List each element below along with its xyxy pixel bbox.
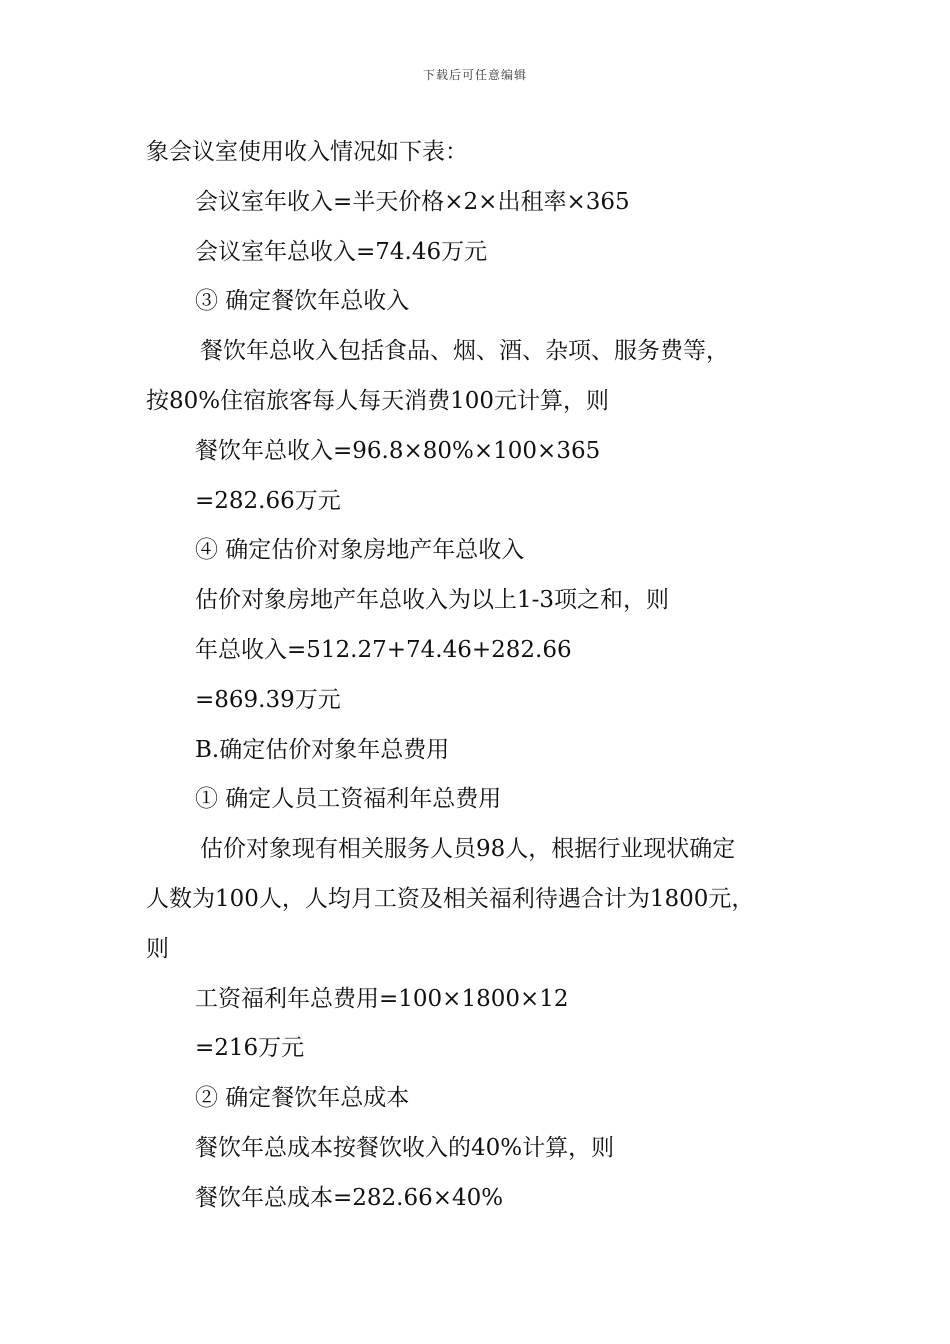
text-line: =869.39万元 — [195, 686, 341, 713]
text-line: 会议室年收入=半天价格×2×出租率×365 — [195, 188, 630, 215]
text-line: 估价对象房地产年总收入为以上1-3项之和，则 — [195, 587, 670, 614]
text-line: =282.66万元 — [195, 487, 341, 514]
text-line: 餐饮年总成本按餐饮收入的40%计算，则 — [195, 1134, 615, 1161]
text-line: ① 确定人员工资福利年总费用 — [195, 786, 502, 813]
text-line: 则 — [146, 935, 169, 962]
text-line: ④ 确定估价对象房地产年总收入 — [195, 537, 525, 564]
text-line: 餐饮年总成本=282.66×40% — [195, 1184, 504, 1211]
text-line: 餐饮年总收入包括食品、烟、酒、杂项、服务费等， — [200, 338, 729, 365]
text-line: 估价对象现有相关服务人员98人，根据行业现状确定 — [200, 836, 736, 863]
text-line: ② 确定餐饮年总成本 — [195, 1085, 410, 1112]
text-line: 象会议室使用收入情况如下表： — [146, 139, 468, 165]
document-body — [146, 128, 826, 1224]
text-line: 年总收入=512.27+74.46+282.66 — [195, 636, 572, 663]
text-line: 按80%住宿旅客每人每天消费100元计算，则 — [146, 387, 610, 414]
text-line: 工资福利年总费用=100×1800×12 — [195, 985, 569, 1012]
text-line: 餐饮年总收入=96.8×80%×100×365 — [195, 437, 601, 464]
text-line: =216万元 — [195, 1035, 305, 1062]
text-line: 会议室年总收入=74.46万元 — [195, 238, 488, 265]
page-header: 下载后可任意编辑 — [422, 68, 527, 82]
text-line: B.确定估价对象年总费用 — [195, 736, 450, 763]
text-line: ③ 确定餐饮年总收入 — [195, 288, 410, 315]
text-line: 人数为100人，人均月工资及相关福利待遇合计为1800元， — [146, 885, 755, 912]
